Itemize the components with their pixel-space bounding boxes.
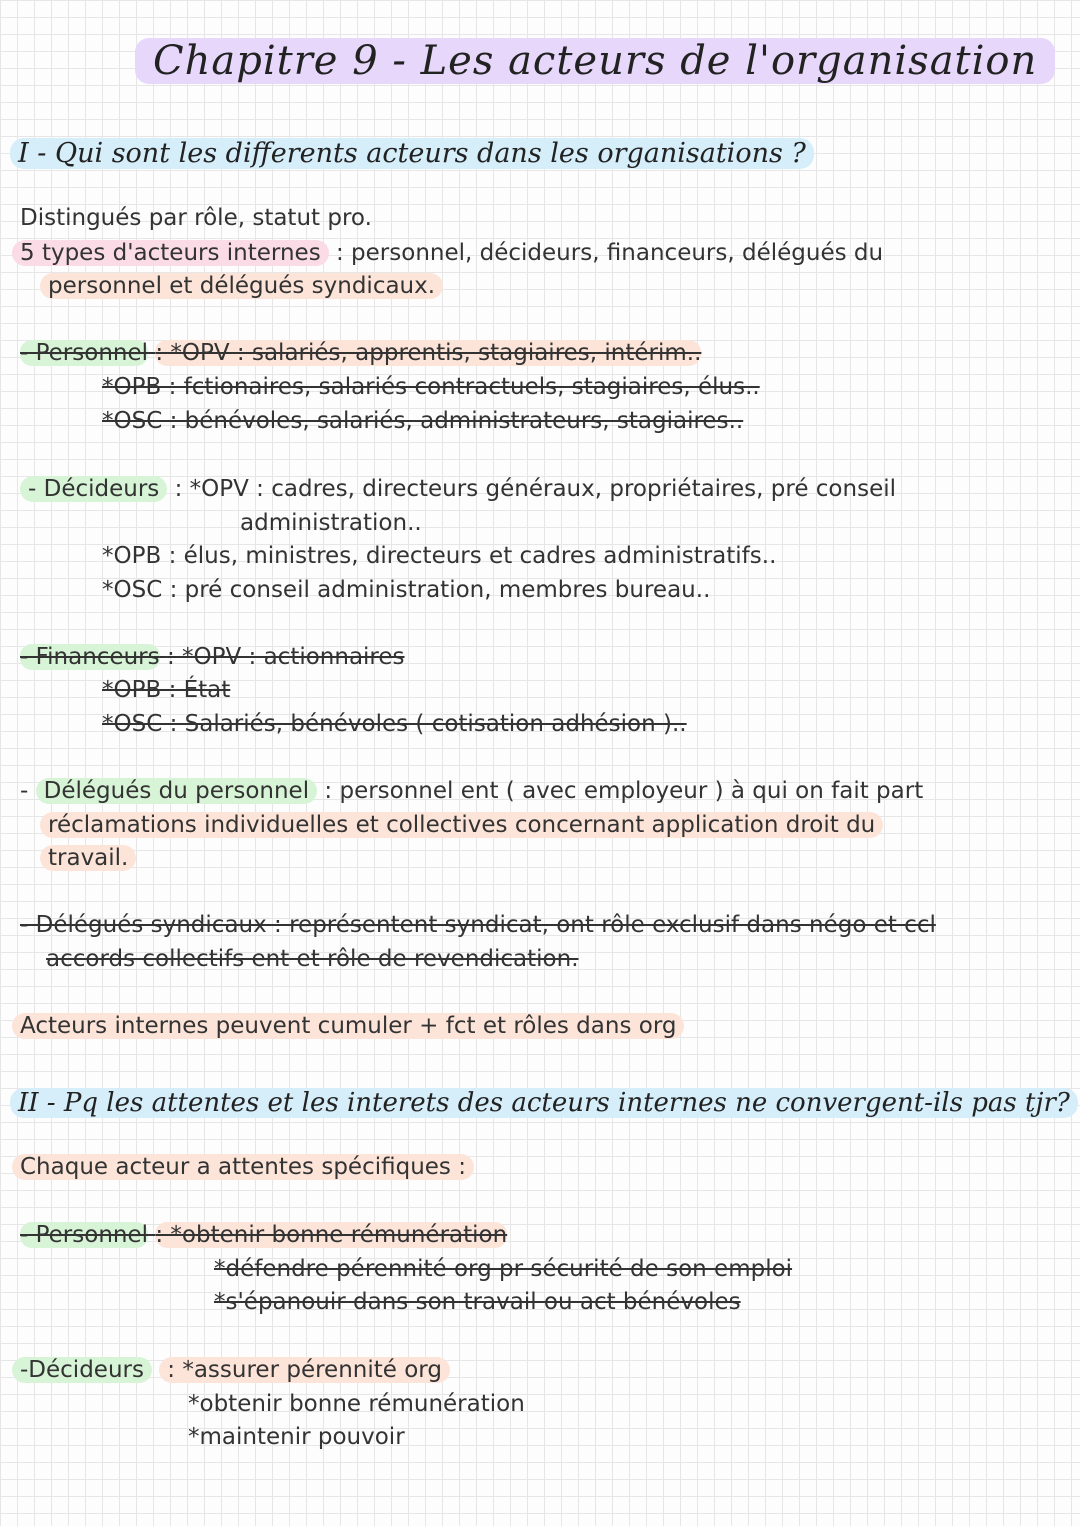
expectations-decideurs-label: -Décideurs bbox=[12, 1357, 152, 1383]
expectations-decideurs-item-2: *obtenir bonne rémunération bbox=[188, 1391, 525, 1417]
expectations-personnel-label: - Personnel bbox=[20, 1222, 149, 1248]
decideurs-label: - Décideurs bbox=[20, 476, 167, 502]
financeurs-osc: *OSC : Salariés, bénévoles ( cotisation adhésion ).. bbox=[102, 711, 687, 737]
actors-types-highlight: 5 types d'acteurs internes bbox=[12, 240, 329, 266]
personnel-opv: : *OPV : salariés, apprentis, stagiaires, intérim.. bbox=[155, 340, 702, 366]
delegues-personnel-line-1: : personnel ent ( avec employeur ) à qui on fait part bbox=[324, 778, 924, 804]
section-1-conclusion: Acteurs internes peuvent cumuler + fct et rôles dans org bbox=[12, 1013, 684, 1039]
delegues-personnel-line-3: travail. bbox=[40, 845, 136, 871]
section-1-heading: I - Qui sont les differents acteurs dans les organisations ? bbox=[10, 138, 814, 169]
delegues-personnel-block: - Délégués du personnel : personnel ent ( avec employeur ) à qui on fait part bbox=[20, 778, 924, 804]
decideurs-opv-cont: administration.. bbox=[240, 510, 422, 536]
financeurs-opb: *OPB : État bbox=[102, 677, 231, 703]
personnel-opb: *OPB : fctionaires, salariés contractuels, stagiaires, élus.. bbox=[102, 374, 760, 400]
financeurs-opv: : *OPV : actionnaires bbox=[166, 644, 405, 670]
expectations-personnel-item-1: : *obtenir bonne rémunération bbox=[155, 1222, 508, 1248]
expectations-decideurs bbox=[12, 1357, 450, 1383]
financeurs-block bbox=[20, 644, 405, 670]
decideurs-block bbox=[20, 476, 896, 502]
intro-line-1: Distingués par rôle, statut pro. bbox=[20, 205, 372, 231]
intro-line-2 bbox=[12, 240, 883, 266]
expectations-personnel bbox=[20, 1222, 507, 1248]
expectations-personnel-item-3: *s'épanouir dans son travail ou act bénévoles bbox=[214, 1289, 741, 1315]
expectations-decideurs-item-3: *maintenir pouvoir bbox=[188, 1424, 405, 1450]
delegues-personnel-line-2: réclamations individuelles et collectives concernant application droit du bbox=[40, 812, 883, 838]
decideurs-osc: *OSC : pré conseil administration, membres bureau.. bbox=[102, 577, 711, 603]
actors-types-list: : personnel, décideurs, financeurs, délégués du bbox=[336, 240, 884, 266]
delegues-syndicaux-line-2: accords collectifs ent et rôle de revendication. bbox=[46, 946, 579, 972]
personnel-osc: *OSC : bénévoles, salariés, administrateurs, stagiaires.. bbox=[102, 408, 744, 434]
section-2-intro: Chaque acteur a attentes spécifiques : bbox=[12, 1154, 474, 1180]
personnel-block bbox=[20, 340, 701, 366]
delegues-syndicaux-line-1: - Délégués syndicaux : représentent syndicat, ont rôle exclusif dans négo et ccl bbox=[20, 912, 936, 938]
section-2-heading: II - Pq les attentes et les interets des acteurs internes ne convergent-ils pas tjr? bbox=[10, 1088, 1078, 1118]
personnel-label: - Personnel bbox=[20, 340, 149, 366]
expectations-decideurs-item-1: : *assurer pérennité org bbox=[159, 1357, 450, 1383]
financeurs-label: - Financeurs bbox=[20, 644, 160, 670]
delegues-personnel-label: Délégués du personnel bbox=[36, 778, 317, 804]
page-title: Chapitre 9 - Les acteurs de l'organisation bbox=[135, 38, 1055, 84]
intro-line-3: personnel et délégués syndicaux. bbox=[40, 273, 443, 299]
expectations-personnel-item-2: *défendre pérennité org pr sécurité de son emploi bbox=[214, 1256, 793, 1282]
decideurs-opb: *OPB : élus, ministres, directeurs et cadres administratifs.. bbox=[102, 543, 777, 569]
decideurs-opv: : *OPV : cadres, directeurs généraux, propriétaires, pré conseil bbox=[174, 476, 896, 502]
